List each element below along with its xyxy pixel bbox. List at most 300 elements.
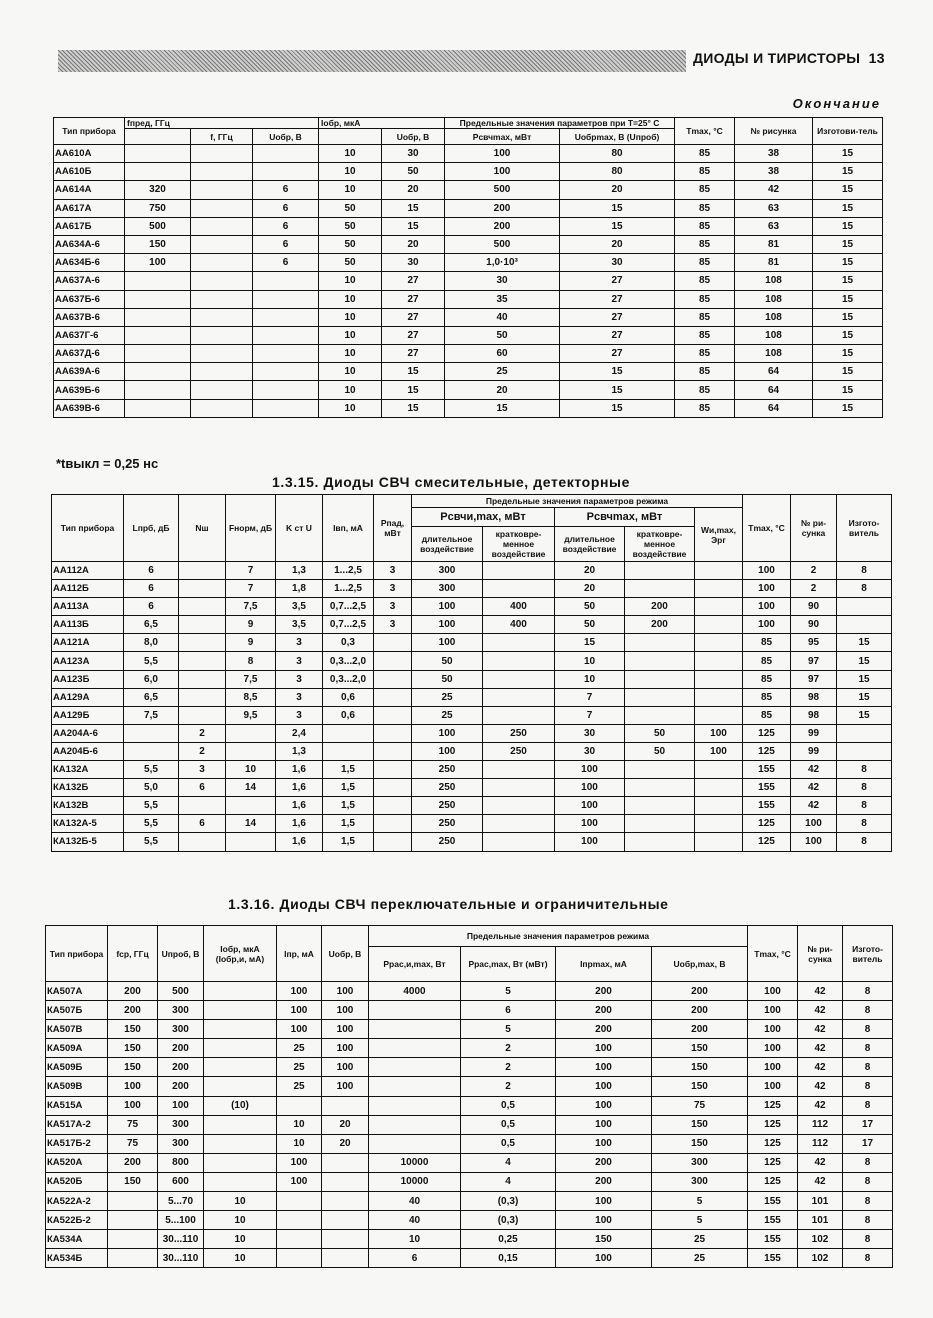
table-cell: 27 <box>560 345 675 363</box>
table-cell: 10 <box>319 181 382 199</box>
table-cell: 15 <box>837 634 892 652</box>
table-cell: 4 <box>461 1172 556 1191</box>
table-cell: 300 <box>652 1172 748 1191</box>
device-type-cell: АА610Б <box>54 163 125 181</box>
table-cell: 500 <box>125 217 191 235</box>
table-cell: 250 <box>412 761 483 779</box>
table-cell: 85 <box>743 670 791 688</box>
table-cell: 30 <box>382 254 445 272</box>
device-type-cell: АА637Б-6 <box>54 290 125 308</box>
table-cell: 100 <box>158 1096 204 1115</box>
table-cell: 400 <box>483 598 555 616</box>
table-cell: 15 <box>560 363 675 381</box>
col-limits: Предельные значения параметров режима <box>412 495 743 508</box>
table-cell: 200 <box>445 199 560 217</box>
device-type-cell: КА509Б <box>46 1058 108 1077</box>
device-type-cell: АА204Б-6 <box>52 742 124 760</box>
table-cell <box>483 670 555 688</box>
table-cell: 85 <box>675 145 735 163</box>
table-cell <box>125 363 191 381</box>
device-type-cell: АА610А <box>54 145 125 163</box>
table-cell <box>179 797 226 815</box>
table-row <box>52 688 892 706</box>
table-cell: 20 <box>322 1115 369 1134</box>
table-cell: 2 <box>791 580 837 598</box>
table-cell: 100 <box>108 1096 158 1115</box>
table-cell: 15 <box>813 345 883 363</box>
table-cell: 85 <box>675 199 735 217</box>
table-cell: 10 <box>204 1211 277 1230</box>
table-cell <box>374 833 412 851</box>
table-cell <box>179 688 226 706</box>
table-cell <box>322 1249 369 1268</box>
table-cell: 42 <box>791 797 837 815</box>
table-cell: 125 <box>748 1096 798 1115</box>
table-cell: 25 <box>277 1039 322 1058</box>
col-figure: № ри-сунка <box>798 926 843 982</box>
table-cell: 0,5 <box>461 1096 556 1115</box>
table-cell <box>483 652 555 670</box>
device-type-cell: КА517А-2 <box>46 1115 108 1134</box>
table-cell <box>695 634 743 652</box>
table-row <box>54 381 883 399</box>
table-cell: 300 <box>158 1134 204 1153</box>
table-cell: 100 <box>556 1134 652 1153</box>
col-type: Тип прибора <box>46 926 108 982</box>
table-cell <box>179 616 226 634</box>
table-cell: 10 <box>555 652 625 670</box>
table-cell <box>125 326 191 344</box>
table-cell: 80 <box>560 163 675 181</box>
table-cell: 300 <box>412 580 483 598</box>
table-cell: 10 <box>319 326 382 344</box>
col-uobr2: Uобр, В <box>382 129 445 145</box>
table-cell: 8 <box>843 1077 893 1096</box>
table-cell: 10 <box>319 163 382 181</box>
table-cell: 50 <box>625 742 695 760</box>
table-cell: 15 <box>813 181 883 199</box>
table-cell: 125 <box>743 833 791 851</box>
table-row <box>54 217 883 235</box>
table-cell: 3,5 <box>276 598 323 616</box>
table-cell: 15 <box>555 634 625 652</box>
table-cell: 8 <box>837 779 892 797</box>
table-cell: 27 <box>560 290 675 308</box>
table-cell: 150 <box>108 1039 158 1058</box>
table-cell: 15 <box>837 652 892 670</box>
table-cell: 25 <box>412 706 483 724</box>
table-cell: 125 <box>748 1153 798 1172</box>
table-cell: 8 <box>843 1249 893 1268</box>
table-cell <box>125 163 191 181</box>
device-type-cell: АА617Б <box>54 217 125 235</box>
header-band <box>58 50 686 72</box>
table-cell: 155 <box>748 1249 798 1268</box>
table-row <box>46 1211 893 1230</box>
table-cell: 63 <box>735 217 813 235</box>
device-type-cell: АА121А <box>52 634 124 652</box>
table-cell: 15 <box>837 688 892 706</box>
table-cell <box>625 562 695 580</box>
table-cell: 15 <box>560 199 675 217</box>
table-cell <box>253 345 319 363</box>
col-f: f, ГГц <box>191 129 253 145</box>
table-cell: 100 <box>322 1001 369 1020</box>
device-type-cell: КА132А-5 <box>52 815 124 833</box>
table-cell: 100 <box>748 1058 798 1077</box>
table-cell: 125 <box>743 815 791 833</box>
table-cell: 150 <box>652 1039 748 1058</box>
table-cell: 15 <box>813 308 883 326</box>
table-cell <box>277 1192 322 1211</box>
table-cell: 250 <box>412 833 483 851</box>
table-cell: 42 <box>798 1096 843 1115</box>
table-cell: 500 <box>445 181 560 199</box>
table-cell: 3 <box>374 616 412 634</box>
table-cell: 150 <box>125 235 191 253</box>
table-cell: 85 <box>743 634 791 652</box>
device-type-cell: КА507А <box>46 982 108 1001</box>
table-cell: 100 <box>556 1192 652 1211</box>
table-cell: 0,15 <box>461 1249 556 1268</box>
table-row <box>54 399 883 417</box>
table-cell: 3 <box>276 634 323 652</box>
table-cell: 250 <box>412 797 483 815</box>
device-type-cell: АА639Б-6 <box>54 381 125 399</box>
table-cell: 0,3...2,0 <box>323 670 374 688</box>
table-cell: 100 <box>555 833 625 851</box>
table-cell <box>191 308 253 326</box>
table-cell: 155 <box>743 761 791 779</box>
table-row <box>54 363 883 381</box>
table-cell <box>125 272 191 290</box>
device-type-cell: АА634А-6 <box>54 235 125 253</box>
table-cell: 800 <box>158 1153 204 1172</box>
table-row <box>54 199 883 217</box>
table-cell: 100 <box>791 815 837 833</box>
table-row <box>54 254 883 272</box>
device-type-cell: АА614А <box>54 181 125 199</box>
device-type-cell: КА509А <box>46 1039 108 1058</box>
table-cell: 25 <box>277 1058 322 1077</box>
table-cell: 5...100 <box>158 1211 204 1230</box>
table-cell <box>483 815 555 833</box>
table-cell <box>253 326 319 344</box>
table-cell <box>191 363 253 381</box>
table-cell: 8 <box>837 761 892 779</box>
table-cell <box>204 1058 277 1077</box>
table-cell <box>179 562 226 580</box>
table-cell: 8 <box>837 833 892 851</box>
table-cell: 100 <box>791 833 837 851</box>
header-title: ДИОДЫ И ТИРИСТОРЫ <box>693 50 861 66</box>
table-cell: 155 <box>748 1230 798 1249</box>
table-cell: 1,6 <box>276 779 323 797</box>
table-row <box>52 724 892 742</box>
device-type-cell: КА520А <box>46 1153 108 1172</box>
device-type-cell: КА132Б-5 <box>52 833 124 851</box>
table-cell <box>191 254 253 272</box>
table-cell: 250 <box>483 742 555 760</box>
table-cell: 400 <box>483 616 555 634</box>
table-cell: 85 <box>675 163 735 181</box>
table-cell <box>369 1096 461 1115</box>
table-cell: 100 <box>322 982 369 1001</box>
table-row <box>52 616 892 634</box>
col-uobrmax: Uобрmax, В (Uпроб) <box>560 129 675 145</box>
table-cell <box>695 797 743 815</box>
table-cell: 100 <box>743 616 791 634</box>
col-uobrmax: Uобр,max, В <box>652 947 748 982</box>
table-cell: 200 <box>556 1153 652 1172</box>
table-cell: 30 <box>382 145 445 163</box>
table-cell: 85 <box>675 254 735 272</box>
table-cell <box>191 399 253 417</box>
table-cell: 2 <box>179 724 226 742</box>
table-cell: 50 <box>625 724 695 742</box>
table-cell: 5 <box>652 1192 748 1211</box>
table-cell: 15 <box>813 381 883 399</box>
table-cell <box>695 761 743 779</box>
table-cell: 15 <box>813 290 883 308</box>
device-type-cell: АА639В-6 <box>54 399 125 417</box>
table-cell <box>253 363 319 381</box>
table-cell: 50 <box>319 217 382 235</box>
table-row <box>52 779 892 797</box>
device-type-cell: АА113Б <box>52 616 124 634</box>
device-type-cell: АА637В-6 <box>54 308 125 326</box>
table-cell: 200 <box>652 1001 748 1020</box>
table-cell: 5,5 <box>124 797 179 815</box>
table-cell <box>483 562 555 580</box>
table-cell: 20 <box>555 562 625 580</box>
col-long-2: длительное воздействие <box>555 527 625 562</box>
table-cell: 6 <box>253 254 319 272</box>
table-row <box>54 326 883 344</box>
table-cell: 300 <box>652 1153 748 1172</box>
table-cell: 100 <box>743 598 791 616</box>
table-row <box>52 742 892 760</box>
table-cell: 6 <box>179 815 226 833</box>
table-cell <box>483 688 555 706</box>
table-cell <box>125 145 191 163</box>
table-cell <box>374 797 412 815</box>
table-cell: 8 <box>843 1153 893 1172</box>
table-cell: 1,3 <box>276 742 323 760</box>
table-cell: 20 <box>560 181 675 199</box>
table-cell: 10 <box>319 272 382 290</box>
table-cell: 15 <box>382 363 445 381</box>
table-cell: 85 <box>675 235 735 253</box>
table-cell: 2,4 <box>276 724 323 742</box>
table-cell <box>253 399 319 417</box>
table-cell: 10 <box>226 761 276 779</box>
table-cell: 15 <box>813 272 883 290</box>
table-cell: 5,5 <box>124 833 179 851</box>
table-cell: 85 <box>675 345 735 363</box>
table-row <box>46 1153 893 1172</box>
table-cell: 64 <box>735 381 813 399</box>
table-cell: 5,0 <box>124 779 179 797</box>
table-cell <box>374 634 412 652</box>
table-cell: 6 <box>124 562 179 580</box>
table-cell: 75 <box>108 1134 158 1153</box>
table-cell: 3 <box>374 598 412 616</box>
table-cell: 150 <box>652 1058 748 1077</box>
device-type-cell: АА123Б <box>52 670 124 688</box>
table-cell: 85 <box>675 272 735 290</box>
table-cell: 2 <box>791 562 837 580</box>
table-cell <box>695 833 743 851</box>
table-cell: 42 <box>798 1058 843 1077</box>
table-cell: 6 <box>179 779 226 797</box>
table-row <box>46 1058 893 1077</box>
page-number: 13 <box>868 50 885 66</box>
table-cell: 100 <box>748 1039 798 1058</box>
table-cell: 8 <box>843 1172 893 1191</box>
table-cell <box>695 580 743 598</box>
table-cell <box>204 1153 277 1172</box>
table-cell <box>695 688 743 706</box>
table-cell: 98 <box>791 706 837 724</box>
table-row <box>54 308 883 326</box>
table-cell: 17 <box>843 1134 893 1153</box>
table-cell: 15 <box>560 381 675 399</box>
col-wi: Wи,max, Эрг <box>695 508 743 562</box>
table-cell: 15 <box>837 706 892 724</box>
table-cell: 63 <box>735 199 813 217</box>
table-cell: 200 <box>445 217 560 235</box>
table-cell <box>625 688 695 706</box>
table-cell: 0,5 <box>461 1134 556 1153</box>
table-cell <box>191 272 253 290</box>
table-cell <box>277 1230 322 1249</box>
col-short-2: кратковре-менное воздействие <box>625 527 695 562</box>
table-row <box>46 982 893 1001</box>
table-cell: 10 <box>319 345 382 363</box>
table-cell <box>322 1153 369 1172</box>
table-row <box>46 1039 893 1058</box>
table-cell: 3 <box>179 761 226 779</box>
table-cell: 8 <box>837 580 892 598</box>
table-cell: 155 <box>748 1211 798 1230</box>
table-cell <box>369 1077 461 1096</box>
table-row <box>54 163 883 181</box>
table-cell <box>204 1077 277 1096</box>
table-cell: 200 <box>652 1020 748 1039</box>
table-cell <box>322 1172 369 1191</box>
table-cell: 4 <box>461 1153 556 1172</box>
device-type-cell: АА639А-6 <box>54 363 125 381</box>
table-cell: 10 <box>204 1192 277 1211</box>
table-row <box>46 1192 893 1211</box>
table-cell: 150 <box>652 1115 748 1134</box>
table-cell: 9,5 <box>226 706 276 724</box>
table-cell: 200 <box>158 1039 204 1058</box>
table-cell: 100 <box>695 724 743 742</box>
table-cell <box>695 706 743 724</box>
table-cell <box>369 1115 461 1134</box>
table-cell: 100 <box>556 1058 652 1077</box>
table-cell: 10 <box>319 363 382 381</box>
table-cell: 10 <box>277 1115 322 1134</box>
table-cell: 8 <box>843 1020 893 1039</box>
col-limits: Предельные значения параметров при T=25° C <box>445 118 675 129</box>
table-cell: 14 <box>226 815 276 833</box>
table-cell <box>191 163 253 181</box>
col-maker: Изгото-витель <box>843 926 893 982</box>
table-cell <box>277 1211 322 1230</box>
table-cell: 200 <box>158 1077 204 1096</box>
table-cell: 14 <box>226 779 276 797</box>
table-row <box>46 1077 893 1096</box>
table-cell: 7 <box>226 580 276 598</box>
table-cell: 15 <box>813 326 883 344</box>
table-cell <box>625 634 695 652</box>
table-row <box>54 272 883 290</box>
table-cell: 80 <box>560 145 675 163</box>
table-cell <box>369 1039 461 1058</box>
col-type: Тип прибора <box>52 495 124 562</box>
table-cell: 1,6 <box>276 833 323 851</box>
table-cell <box>369 1058 461 1077</box>
table-cell: 100 <box>322 1058 369 1077</box>
table-cell <box>695 652 743 670</box>
table-cell <box>191 345 253 363</box>
table-cell <box>483 779 555 797</box>
table-cell: 100 <box>748 1020 798 1039</box>
table-cell: 15 <box>837 670 892 688</box>
table-cell: 75 <box>652 1096 748 1115</box>
device-type-cell: КА517Б-2 <box>46 1134 108 1153</box>
device-type-cell: КА534Б <box>46 1249 108 1268</box>
table-cell: 6 <box>124 598 179 616</box>
table-cell <box>483 634 555 652</box>
table-cell: 100 <box>556 1249 652 1268</box>
table-row <box>52 580 892 598</box>
col-long-1: длительное воздействие <box>412 527 483 562</box>
table-cell <box>625 797 695 815</box>
table-cell: 85 <box>675 308 735 326</box>
table-cell: 7 <box>555 688 625 706</box>
table-cell: 100 <box>445 163 560 181</box>
table-cell: 6 <box>253 181 319 199</box>
table-row <box>52 562 892 580</box>
device-type-cell: КА132Б <box>52 779 124 797</box>
table-cell <box>277 1096 322 1115</box>
table-cell <box>108 1192 158 1211</box>
table-cell: 100 <box>277 1001 322 1020</box>
table-cell: 42 <box>791 779 837 797</box>
table-cell: 50 <box>319 199 382 217</box>
table-cell <box>374 652 412 670</box>
col-limits: Предельные значения параметров режима <box>369 926 748 947</box>
table-cell: 8 <box>843 1039 893 1058</box>
table-cell: 30...110 <box>158 1230 204 1249</box>
table-cell: 15 <box>813 199 883 217</box>
device-type-cell: КА534А <box>46 1230 108 1249</box>
table-cell: 0,6 <box>323 688 374 706</box>
table-cell: 500 <box>445 235 560 253</box>
table-cell: 15 <box>813 217 883 235</box>
table-cell <box>374 706 412 724</box>
table-cell: 10 <box>277 1134 322 1153</box>
table-cell: 200 <box>556 1172 652 1191</box>
table-cell: 99 <box>791 724 837 742</box>
table-cell: 100 <box>556 1096 652 1115</box>
table-row <box>52 833 892 851</box>
table-cell: 125 <box>743 724 791 742</box>
